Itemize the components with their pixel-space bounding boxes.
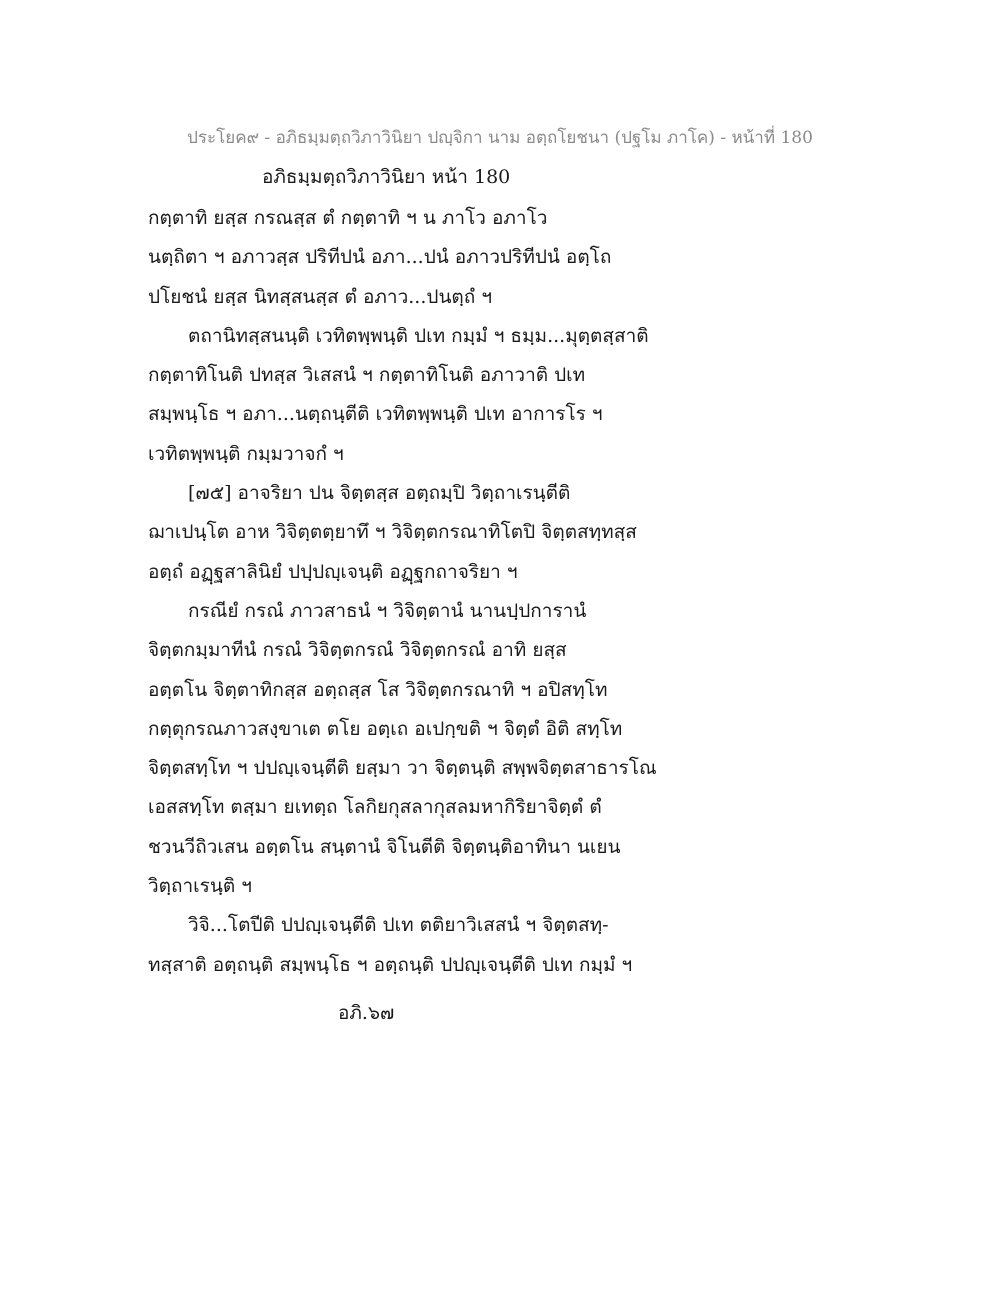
text-line: เวทิตพฺพนฺติ กมฺมวาจกํ ฯ: [148, 442, 344, 465]
text-line: อตฺตโน จิตฺตาทิกสฺส อตฺถสฺส โส วิจิตฺตกรณาทิ ฯ อปิสทฺโท: [148, 678, 608, 701]
text-line: จิตฺตสทฺโท ฯ ปปญฺเจนฺตีติ ยสฺมา วา จิตฺตนฺติ สพฺพจิตฺตสาธารโณ: [148, 757, 657, 780]
text-line: สมฺพนฺโธ ฯ อภา...นตฺถนฺตีติ เวทิตพฺพนฺติ ปเท อาการโร ฯ: [148, 403, 603, 426]
running-header: ประโยค๙ - อภิธมฺมตฺถวิภาวินิยา ปญฺจิกา นาม อตฺถโยชนา (ปฐโม ภาโค) - หน้าที่ 180: [187, 128, 813, 148]
text-line: เอสสทฺโท ตสฺมา ยเทตฺถ โลกิยกุสลากุสลมหากิริยาจิตฺตํ ตํ: [148, 796, 602, 819]
text-line: วิตฺถาเรนฺติ ฯ: [148, 875, 252, 898]
text-line: ชวนวีถิวเสน อตฺตโน สนฺตานํ จิโนตีติ จิตฺตนฺติอาทินา นเยน: [148, 835, 621, 858]
text-line: กตฺตาทิโนติ ปทสฺส วิเสสนํ ฯ กตฺตาทิโนติ อภาวาติ ปเท: [148, 364, 586, 387]
text-line: กรณียํ กรณํ ภาวสาธนํ ฯ วิจิตฺตานํ นานปฺปการานํ: [188, 599, 587, 622]
text-line: อตฺถํ อฏฺฐสาลินิยํ ปปฺปญฺเจนฺติ อฏฺฐกถาจริยา ฯ: [148, 560, 518, 583]
text-line: วิจิ...โตปีติ ปปญฺเจนฺตีติ ปเท ตติยาวิเสสนํ ฯ จิตฺตสทฺ-: [188, 914, 609, 937]
text-line: ปโยชนํ ยสฺส นิทสฺสนสฺส ตํ อภาว...ปนตฺถํ ฯ: [148, 285, 492, 308]
text-line: ตถานิทสฺสนนฺติ เวทิตพฺพนฺติ ปเท กมฺมํ ฯ ธมฺม...มุตฺตสฺสาติ: [188, 324, 649, 347]
page-heading: อภิธมฺมตฺถวิภาวินิยา หน้า 180: [262, 166, 511, 188]
text-line: กตฺตุกรณภาวสงฺขาเต ตโย อตฺเถ อเปกฺขติ ฯ จิตฺตํ อิติ สทฺโท: [148, 717, 623, 740]
text-line: ฌาเปนฺโต อาห วิจิตฺตตฺยาทึ ฯ วิจิตฺตกรณาทิโตปิ จิตฺตสทฺทสฺส: [148, 521, 637, 544]
text-line: นตฺถิตา ฯ อภาวสฺส ปริทีปนํ อภา...ปนํ อภาวปริทีปนํ อตฺโถ: [148, 246, 612, 269]
body-text: [148, 199, 708, 985]
text-line: ทสฺสาติ อตฺถนฺติ สมฺพนฺโธ ฯ อตฺถนฺติ ปปญฺเจนฺตีติ ปเท กมฺมํ ฯ: [148, 953, 633, 976]
text-line: [๗๕] อาจริยา ปน จิตฺตสฺส อตฺถมฺปิ วิตฺถาเรนฺตีติ: [188, 482, 571, 505]
text-line: กตฺตาทิ ยสฺส กรณสฺส ตํ กตฺตาทิ ฯ น ภาโว อภาโว: [148, 207, 548, 229]
footnote-reference: อภิ.๖๗: [338, 1002, 395, 1024]
text-line: จิตฺตกมฺมาทีนํ กรณํ วิจิตฺตกรณํ วิจิตฺตกรณํ อาทิ ยสฺส: [148, 639, 567, 662]
